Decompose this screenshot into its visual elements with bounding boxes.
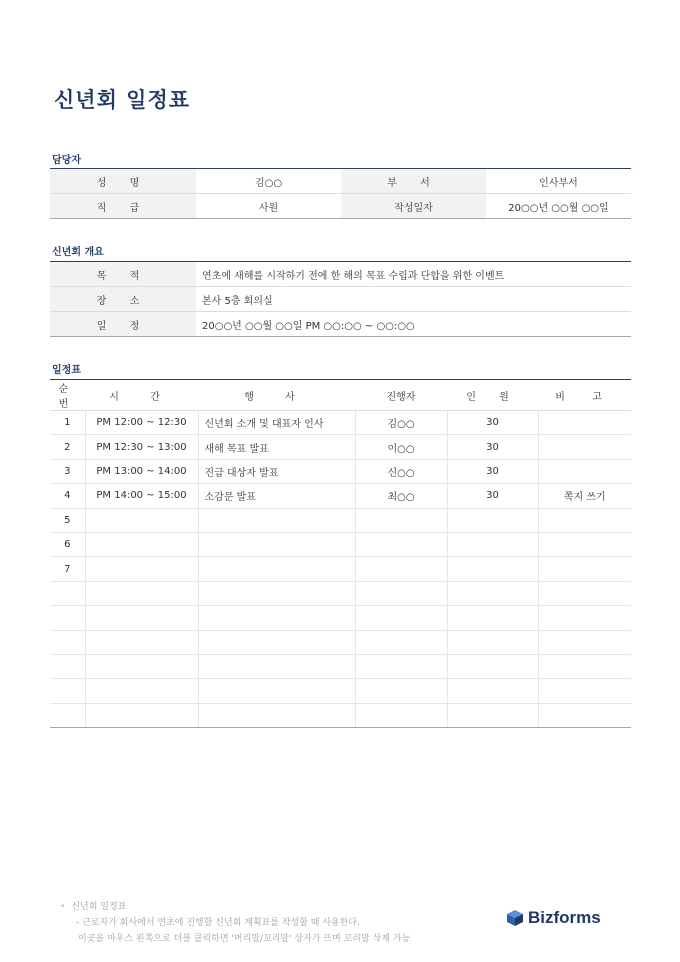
overview-value: 20○○년 ○○월 ○○일 PM ○○:○○ ~ ○○:○○	[202, 320, 415, 332]
schedule-cell-time: PM 12:00 ~ 12:30	[85, 411, 198, 435]
schedule-cell-host	[355, 581, 447, 605]
schedule-cell-time	[85, 679, 198, 703]
schedule-cell-note	[538, 532, 631, 556]
overview-table	[50, 261, 631, 337]
schedule-table	[50, 379, 631, 728]
overview-row	[50, 262, 631, 287]
schedule-cell-note	[538, 435, 631, 459]
schedule-cell-no: 6	[50, 532, 85, 556]
schedule-cell-time	[85, 557, 198, 581]
schedule-cell-time	[85, 508, 198, 532]
contact-value: 김○○	[196, 169, 341, 194]
table-row	[50, 654, 631, 678]
table-row	[50, 435, 631, 459]
schedule-cell-time	[85, 606, 198, 630]
schedule-cell-host: 최○○	[355, 484, 447, 508]
schedule-cell-event: 새해 목표 발표	[198, 435, 355, 459]
schedule-cell-host: 김○○	[355, 411, 447, 435]
overview-value: 본사 5층 회의실	[196, 287, 631, 312]
table-row	[50, 703, 631, 727]
schedule-cell-people	[447, 606, 538, 630]
schedule-cell-time	[85, 703, 198, 727]
contact-table	[50, 168, 631, 219]
schedule-cell-time: PM 12:30 ~ 13:00	[85, 435, 198, 459]
schedule-cell-host	[355, 703, 447, 727]
schedule-cell-host	[355, 606, 447, 630]
footer-title: • 신년회 일정표	[60, 899, 410, 915]
header-people: 인 원	[447, 380, 538, 411]
schedule-cell-event: 소감문 발표	[198, 484, 355, 508]
overview-section-label: 신년회 개요	[52, 247, 104, 258]
schedule-cell-no	[50, 703, 85, 727]
schedule-cell-no: 4	[50, 484, 85, 508]
contact-label: 작성일자	[341, 194, 486, 219]
schedule-cell-no: 2	[50, 435, 85, 459]
table-row	[50, 557, 631, 581]
table-row	[50, 411, 631, 435]
schedule-cell-event	[198, 532, 355, 556]
schedule-cell-people	[447, 532, 538, 556]
schedule-cell-note	[538, 557, 631, 581]
schedule-cell-event	[198, 630, 355, 654]
schedule-cell-host	[355, 508, 447, 532]
schedule-cell-event	[198, 679, 355, 703]
header-note: 비 고	[538, 380, 631, 411]
contact-label: 직 급	[50, 194, 196, 219]
schedule-cell-no	[50, 679, 85, 703]
contact-label: 성 명	[50, 169, 196, 194]
schedule-cell-no: 7	[50, 557, 85, 581]
schedule-cell-no	[50, 654, 85, 678]
table-row	[50, 581, 631, 605]
schedule-cell-people: 30	[447, 459, 538, 483]
schedule-cell-no: 5	[50, 508, 85, 532]
schedule-section-label: 일정표	[52, 365, 81, 376]
schedule-cell-people	[447, 654, 538, 678]
schedule-cell-people	[447, 630, 538, 654]
schedule-cell-note: 쪽지 쓰기	[538, 484, 631, 508]
schedule-cell-note	[538, 630, 631, 654]
schedule-cell-people	[447, 508, 538, 532]
header-time: 시 간	[85, 380, 198, 411]
contact-row	[50, 194, 631, 219]
schedule-cell-event: 신년회 소개 및 대표자 인사	[198, 411, 355, 435]
schedule-cell-note	[538, 654, 631, 678]
schedule-cell-no	[50, 606, 85, 630]
schedule-cell-note	[538, 508, 631, 532]
schedule-cell-time	[85, 581, 198, 605]
schedule-cell-people	[447, 557, 538, 581]
schedule-cell-people	[447, 581, 538, 605]
schedule-cell-time	[85, 654, 198, 678]
contact-label: 부 서	[341, 169, 486, 194]
schedule-cell-event	[198, 557, 355, 581]
schedule-cell-event	[198, 654, 355, 678]
schedule-cell-time	[85, 532, 198, 556]
schedule-cell-host: 신○○	[355, 459, 447, 483]
schedule-cell-people	[447, 703, 538, 727]
header-host: 진행자	[355, 380, 447, 411]
overview-row	[50, 287, 631, 312]
overview-label: 일 정	[50, 312, 196, 337]
bizforms-logo	[506, 908, 601, 928]
schedule-cell-host	[355, 557, 447, 581]
schedule-cell-note	[538, 411, 631, 435]
contact-value: 인사부서	[486, 169, 631, 194]
schedule-cell-event	[198, 606, 355, 630]
table-row	[50, 606, 631, 630]
contact-value: 20○○년 ○○월 ○○일	[508, 202, 609, 214]
schedule-cell-no: 3	[50, 459, 85, 483]
contact-section-label: 담당자	[52, 155, 81, 166]
schedule-cell-event: 진급 대상자 발표	[198, 459, 355, 483]
table-row	[50, 630, 631, 654]
schedule-cell-event	[198, 703, 355, 727]
schedule-cell-people: 30	[447, 435, 538, 459]
schedule-cell-people: 30	[447, 411, 538, 435]
contact-value: 사원	[258, 202, 279, 214]
logo-text: Bizforms	[528, 908, 601, 927]
schedule-cell-note	[538, 459, 631, 483]
table-row	[50, 459, 631, 483]
schedule-cell-host	[355, 532, 447, 556]
table-row	[50, 532, 631, 556]
schedule-header-row	[50, 380, 631, 411]
schedule-cell-host: 이○○	[355, 435, 447, 459]
footer	[60, 899, 410, 947]
schedule-cell-no	[50, 581, 85, 605]
schedule-cell-no	[50, 630, 85, 654]
bizforms-cube-icon	[506, 909, 524, 927]
table-row	[50, 679, 631, 703]
schedule-cell-host	[355, 654, 447, 678]
schedule-cell-event	[198, 581, 355, 605]
overview-label: 목 적	[50, 262, 196, 287]
schedule-cell-note	[538, 703, 631, 727]
schedule-cell-people: 30	[447, 484, 538, 508]
header-no: 순 번	[50, 380, 85, 411]
overview-label: 장 소	[50, 287, 196, 312]
schedule-cell-time: PM 13:00 ~ 14:00	[85, 459, 198, 483]
schedule-cell-event	[198, 508, 355, 532]
schedule-cell-time: PM 14:00 ~ 15:00	[85, 484, 198, 508]
schedule-cell-no: 1	[50, 411, 85, 435]
table-row	[50, 484, 631, 508]
schedule-cell-time	[85, 630, 198, 654]
page-title: 신년회 일정표	[54, 88, 191, 112]
schedule-cell-note	[538, 679, 631, 703]
schedule-cell-host	[355, 630, 447, 654]
header-event: 행 사	[198, 380, 355, 411]
contact-row	[50, 169, 631, 194]
table-row	[50, 508, 631, 532]
schedule-cell-people	[447, 679, 538, 703]
schedule-cell-host	[355, 679, 447, 703]
overview-row	[50, 312, 631, 337]
schedule-cell-note	[538, 606, 631, 630]
footer-hint: 이곳을 마우스 왼쪽으로 더블 클릭하면 '머리말/꼬리말' 상자가 뜨며 꼬리말 삭제 가능	[78, 934, 411, 944]
footer-description: - 근로자가 회사에서 연초에 진행할 신년회 계획표를 작성할 때 사용한다.	[76, 918, 360, 928]
overview-value: 연초에 새해를 시작하기 전에 한 해의 목표 수립과 단합을 위한 이벤트	[196, 262, 631, 287]
schedule-cell-note	[538, 581, 631, 605]
